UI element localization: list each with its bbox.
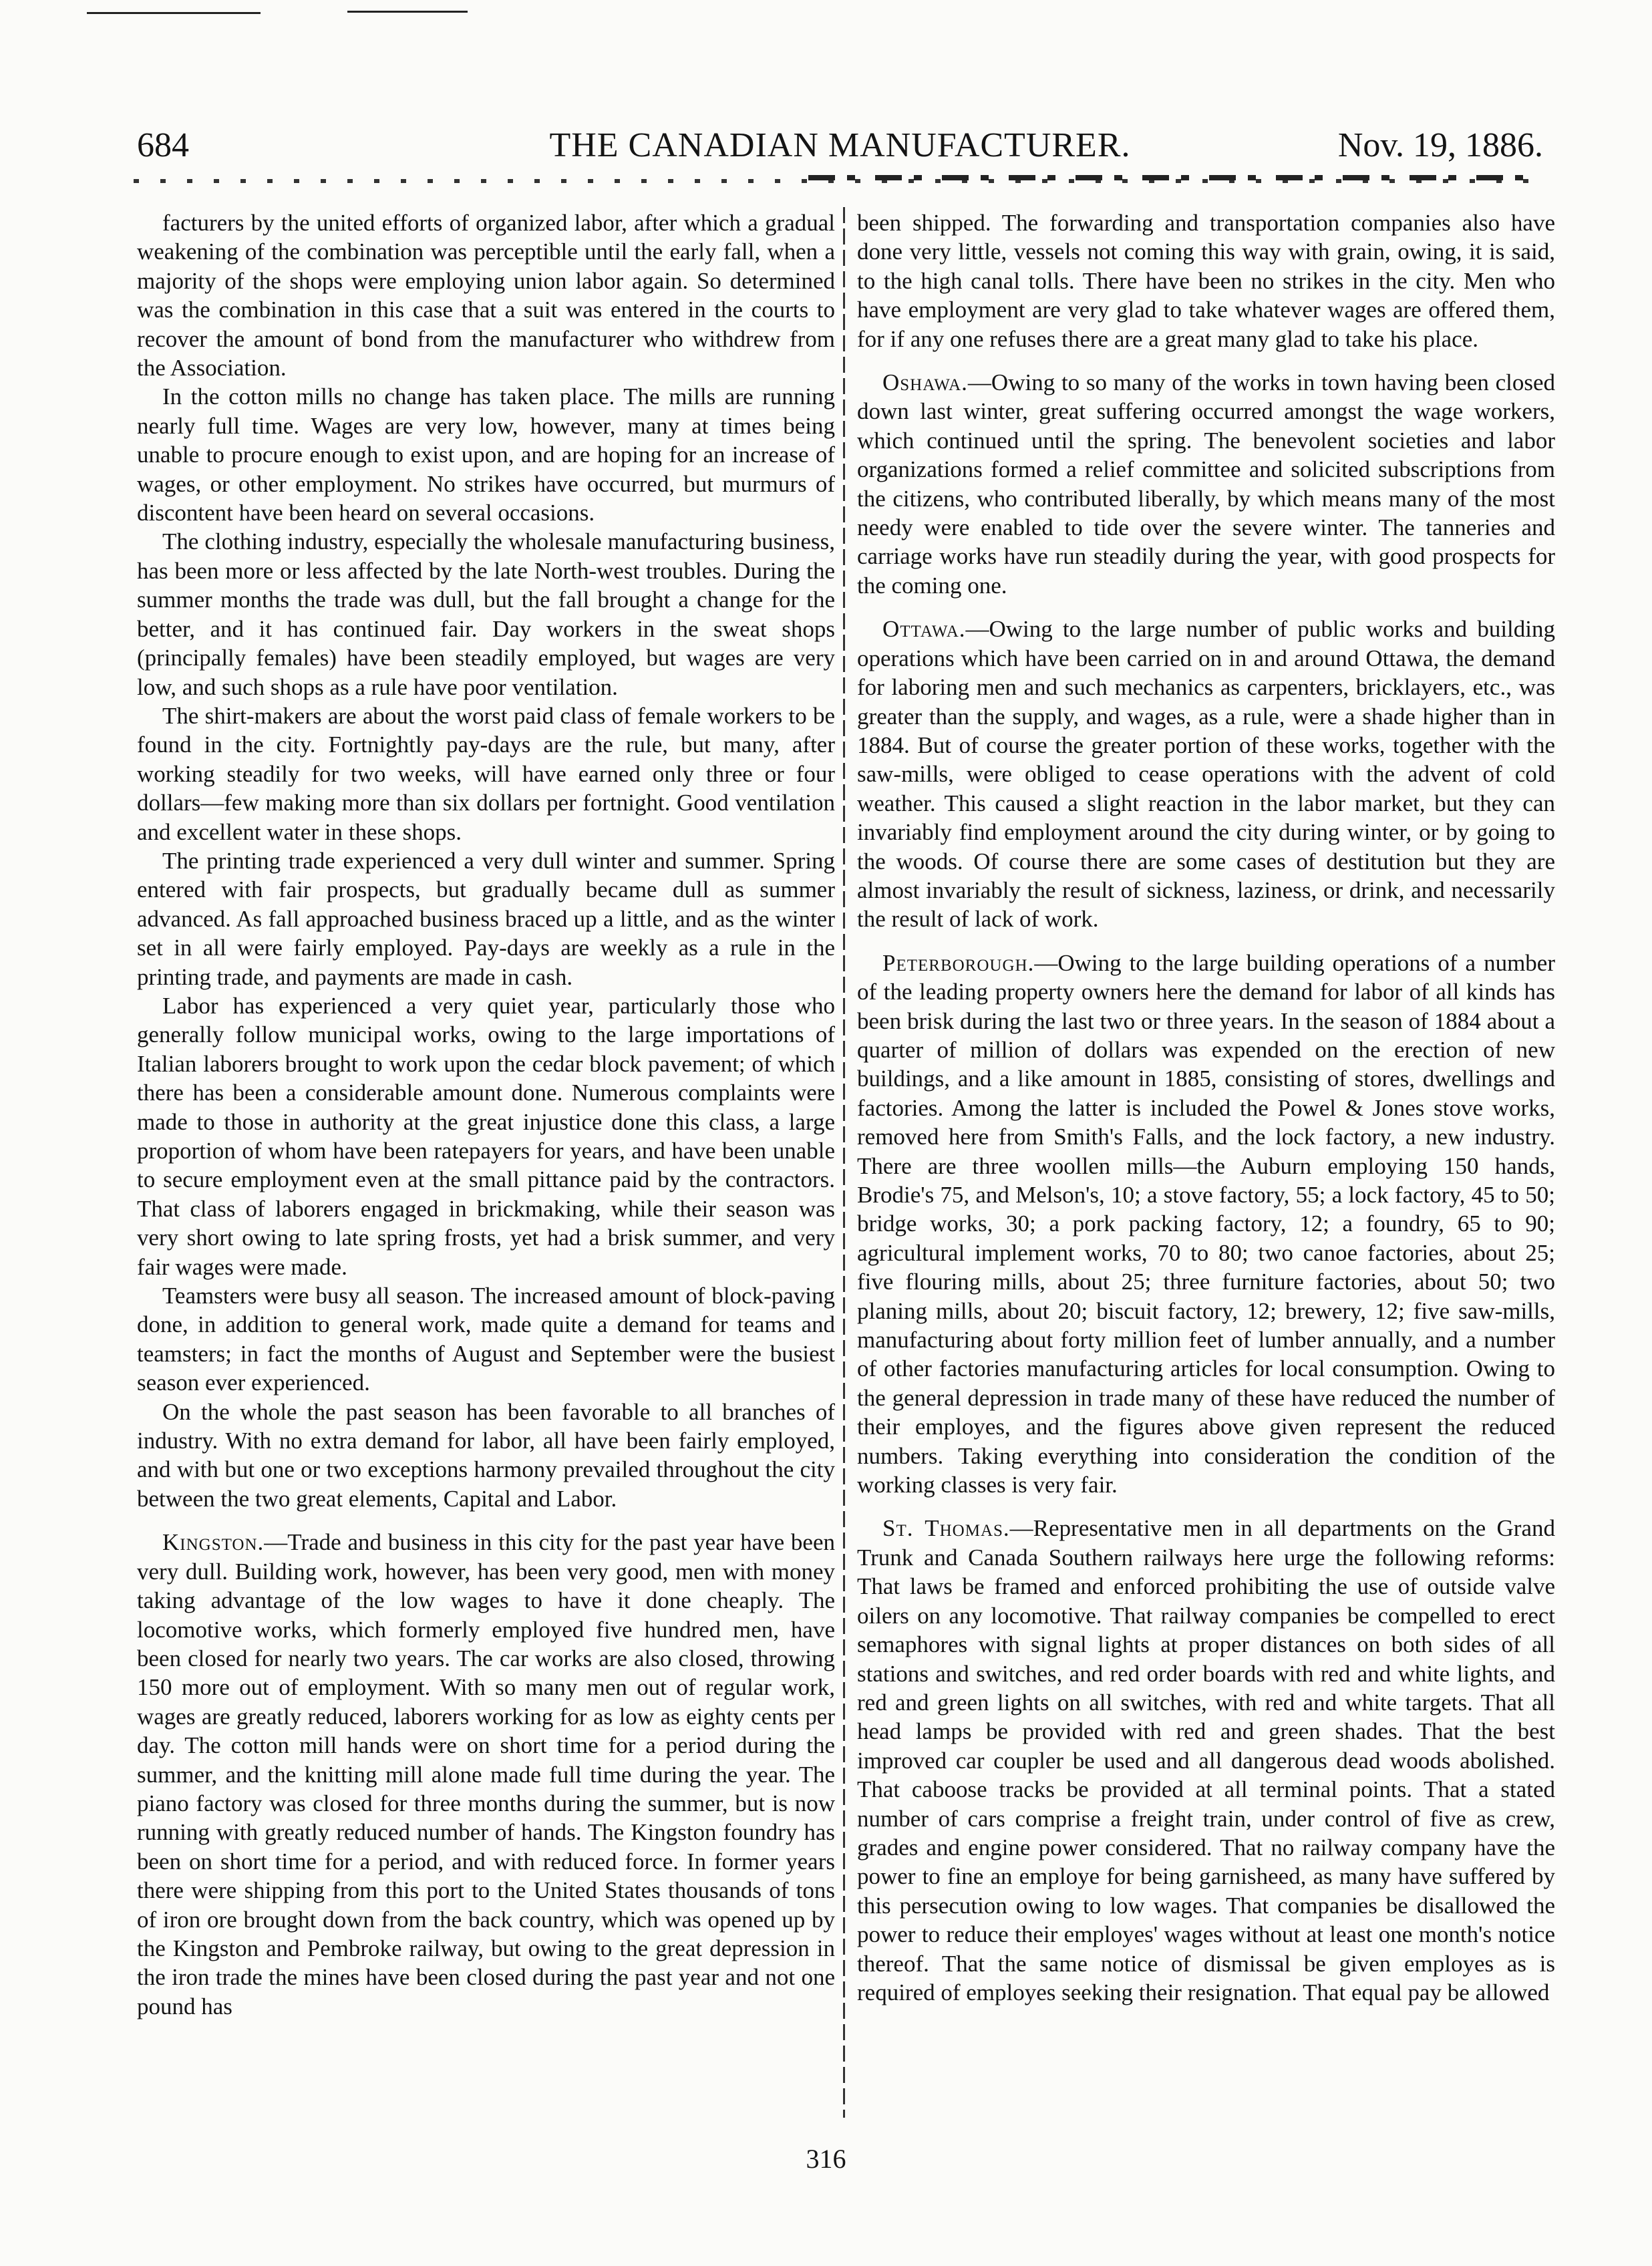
page-header [137, 112, 1543, 172]
scan-mark [87, 12, 261, 14]
paragraph-text: facturers by the united efforts of organized labor, after which a gradual weakening of the combination was perceptible until the early fall, when a majority of the shops were employing union labor again. So determined was the combination in this case that a suit was entered in the courts to recover the amount of bond from the manufacturer who withdrew from the Association. [137, 210, 835, 381]
article-paragraph [137, 382, 835, 527]
paragraph-text: The clothing industry, especially the wholesale manufacturing business, has been more or less affected by the late North-west troubles. During the summer months the trade was dull, but the fall brought a change for the better, and it has continued fair. Day workers in the sweat shops (principally females) have been steadily employed, but wages are very low, and such shops as a rule have poor ventilation. [137, 528, 835, 700]
article-paragraph [857, 1514, 1555, 2007]
paragraph-text: —Trade and business in this city for the past year have been very dull. Building work, however, has been very good, men with money taking advantage of the low wages to have it done cheaply. The locomotive works, which formerly employed five hundred men, have been closed for nearly two years. The car works are also closed, throwing 150 more out of employment. With so many men out of regular work, wages are greatly reduced, laborers working for as low as eighty cents per day. The cotton mill hands were on short time for a period during the summer, and the knitting mill alone made full time during the year. The piano factory was closed for three months during the summer, but is now running with greatly reduced number of hands. The Kingston foundry has been on short time for a period, and with reduced force. In former years there were shipping from this port to the United States thousands of tons of iron ore brought down from the back country, which was opened up by the Kingston and Pembroke railway, but owing to the great depression in the iron trade the mines have been closed during the past year and not one pound has [137, 1529, 835, 2019]
left-column [137, 208, 835, 2092]
article-paragraph [137, 701, 835, 846]
page-number: 684 [137, 126, 189, 164]
right-column [857, 208, 1555, 2092]
article-paragraph [137, 1398, 835, 1514]
column-divider [843, 207, 845, 2118]
article-paragraph [857, 208, 1555, 353]
paragraph-text: been shipped. The forwarding and transportation companies also have done very little, vessels not coming this way with grain, owing, it is said, to the high canal tolls. There have been no strikes in the city. Men who have employment are very glad to take whatever wages are offered them, for if any one refuses there are a great many glad to take his place. [857, 210, 1555, 352]
article-paragraph [137, 1528, 835, 2021]
paragraph-text: On the whole the past season has been favorable to all branches of industry. With no extra demand for labor, all have been fairly employed, and with but one or two exceptions harmony prevailed throughout the city between the two great elements, Capital and Labor. [137, 1398, 835, 1512]
paragraph-text: —Owing to the large number of public works and building operations which have been carried on in and around Ottawa, the demand for laboring men and such mechanics as carpenters, bricklayers, etc., was greater than the supply, and wages, as a rule, were a shade higher than in 1884. But of course the greater portion of these works, together with the saw-mills, were obliged to cease operations with the advent of cold weather. This caused a slight reaction in the labor market, but they can invariably find employment around the city during winter, or by going to the woods. Of course there are some cases of destitution but they are almost invariably the result of sickness, laziness, or drink, and necessarily the result of lack of work. [857, 616, 1555, 933]
paragraph-text: The printing trade experienced a very dull winter and summer. Spring entered with fair prospects, but gradually became dull as summer advanced. As fall approached business braced up a little, and as the winter set in all were fairly employed. Pay-days are weekly as a rule in the printing trade, and payments are made in cash. [137, 847, 835, 990]
article-paragraph [137, 1281, 835, 1398]
paragraph-text: —Owing to so many of the works in town having been closed down last winter, great suffering occurred amongst the wage workers, which continued until the spring. The benevolent societies and labor organizations formed a relief committee and solicited subscriptions from the citizens, who contributed liberally, by which means many of the most needy were enabled to tide over the severe winter. The tanneries and carriage works have run steadily during the year, with good prospects for the coming one. [857, 369, 1555, 599]
article-paragraph [137, 991, 835, 1281]
article-paragraph [857, 368, 1555, 600]
folio-number: 316 [806, 2144, 846, 2174]
header-rule-dashes [808, 175, 1543, 180]
paragraph-text: Labor has experienced a very quiet year, particularly those who generally follow municipal works, owing to the large importations of Italian laborers brought to work upon the cedar block pavement; of which there has been a considerable amount done. Numerous complaints were made to those in authority at the great injustice done this class, a large proportion of whom have been ratepayers for years, and have been unable to secure employment even at the small pittance paid by the contractors. That class of laborers engaged in brickmaking, while their season was very short owing to late spring frosts, yet had a brisk summer, and very fair wages were made. [137, 992, 835, 1280]
article-paragraph [857, 949, 1555, 1500]
scan-mark [347, 11, 468, 13]
paragraph-text: Teamsters were busy all season. The increased amount of block-paving done, in addition to general work, made quite a demand for teams and teamsters; in fact the months of August and September were the busiest season ever experienced. [137, 1283, 835, 1396]
paragraph-text: —Owing to the large building operations of a number of the leading property owners here the demand for labor of all kinds has been brisk during the last two or three years. In the season of 1884 about a quarter of million of dollars was expended on the erection of new buildings, and a like amount in 1885, consisting of stores, dwellings and factories. Among the latter is included the Powel & Jones stove works, removed here from Smith's Falls, and the lock factory, a new industry. There are three woollen mills—the Auburn employing 150 hands, Brodie's 75, and Melson's, 10; a stove factory, 55; a lock factory, 45 to 50; bridge works, 30; a pork packing factory, 12; a foundry, 65 to 90; agricultural implement works, 70 to 80; two canoe factories, about 25; five flouring mills, about 25; three furniture factories, about 50; two planing mills, about 20; biscuit factory, 12; brewery, 12; five saw-mills, manufacturing about forty million feet of lumber annually, and a number of other factories manufacturing articles for local consumption. Owing to the general depression in trade many of these have reduced the number of their employes, and the figures above given represent the reduced numbers. Taking everything into consideration the condition of the working classes is very fair. [857, 949, 1555, 1498]
article-paragraph [137, 527, 835, 701]
section-lead-in: St. Thomas. [882, 1515, 1010, 1542]
publication-title: THE CANADIAN MANUFACTURER. [549, 126, 1131, 164]
article-paragraph [137, 208, 835, 382]
article-paragraph [857, 615, 1555, 933]
issue-date: Nov. 19, 1886. [1337, 126, 1543, 164]
paragraph-text: In the cotton mills no change has taken place. The mills are running nearly full time. Wages are very low, however, many at times being unable to procure enough to exist upon, and are hoping for an increase of wages, or other employment. No strikes have occurred, but murmurs of discontent have been heard on several occasions. [137, 383, 835, 526]
section-lead-in: Kingston. [162, 1529, 265, 1556]
section-lead-in: Oshawa. [882, 369, 968, 396]
section-lead-in: Ottawa. [882, 616, 966, 643]
section-lead-in: Peterborough. [882, 949, 1035, 976]
article-paragraph [137, 846, 835, 991]
paragraph-text: —Representative men in all departments on the Grand Trunk and Canada Southern railways here urge the following reforms: That laws be framed and enforced prohibiting the use of outside valve oilers on any locomotive. That railway companies be compelled to erect semaphores with signal lights at proper distances on both sides of all stations and switches, and red order boards with red and white lights, and red and green lights on all switches, with red and white targets. That all head lamps be provided with red and green shades. That the best improved car coupler be used and all dangerous dead woods abolished. That caboose tracks be provided at all terminal points. That a stated number of cars comprise a freight train, under control of five as crew, grades and engine power considered. That no railway company have the power to fine an employe for being garnisheed, as many have suffered by this persecution owing to low wages. That companies be disallowed the power to reduce their employes' wages without at least one month's notice thereof. That the same notice of dismissal be given employes as is required of employes seeking their resignation. That equal pay be allowed [857, 1515, 1555, 2005]
paragraph-text: The shirt-makers are about the worst paid class of female workers to be found in the city. Fortnightly pay-days are the rule, but many, after working steadily for two weeks, will have earned only three or four dollars—few making more than six dollars per fortnight. Good ventilation and excellent water in these shops. [137, 702, 835, 845]
